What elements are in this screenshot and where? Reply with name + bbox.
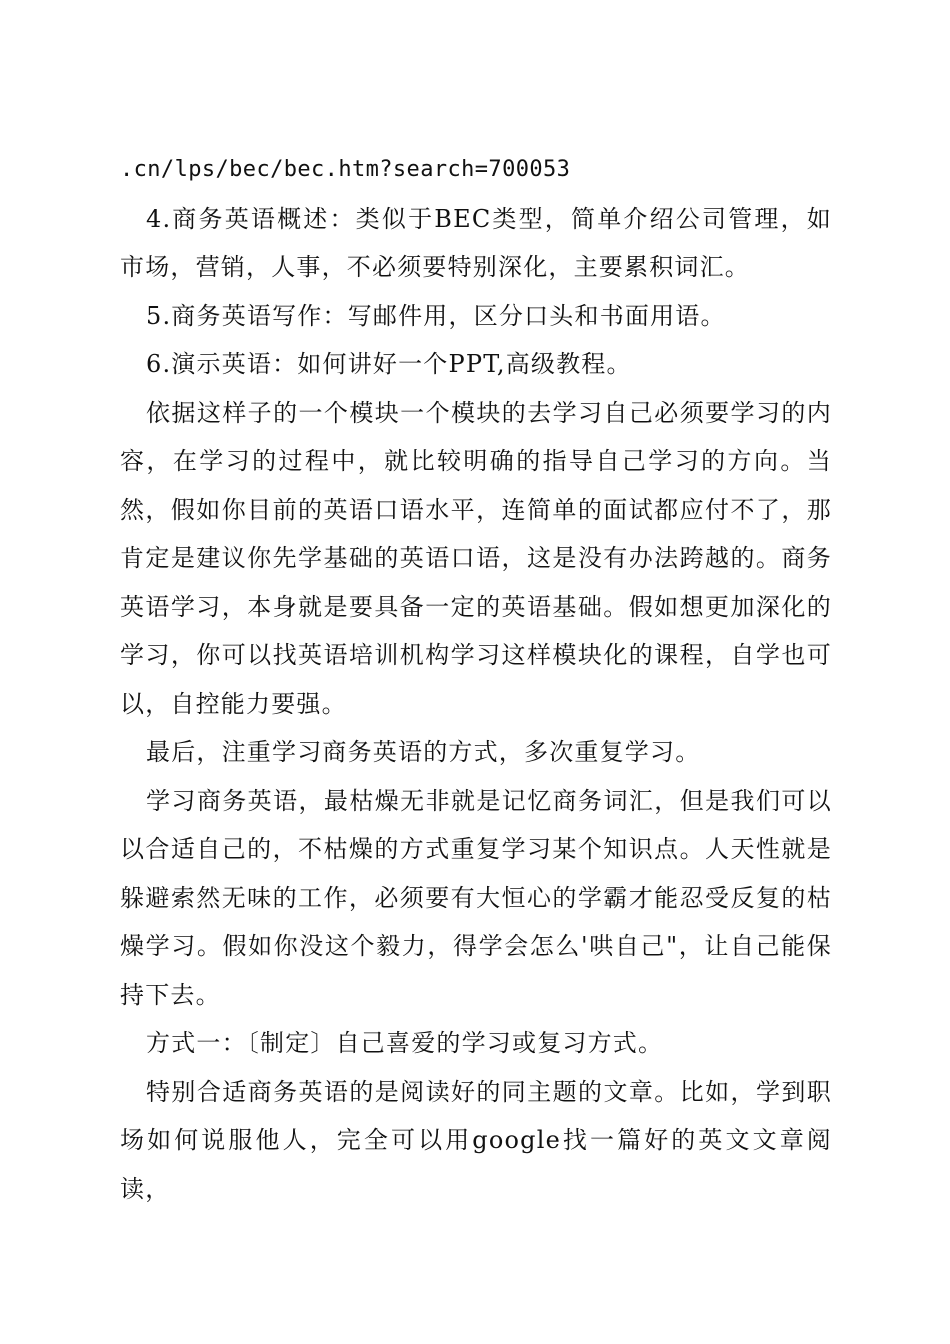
document-body xyxy=(120,146,832,1213)
paragraph-finally: 最后，注重学习商务英语的方式，多次重复学习。 xyxy=(146,738,701,766)
paragraph-module-learning: 依据这样子的一个模块一个模块的去学习自己必须要学习的内容，在学习的过程中，就比较明确的指导自己学习的方向。当然，假如你目前的英语口语水平，连简单的面试都应付不了，那肯定是建议你先学基础的英语口语，这是没有办法跨越的。商务英语学习，本身就是要具备一定的英语基础。假如想更加深化的学习，你可以找英语培训机构学习这样模块化的课程，自学也可以，自控能力要强。 xyxy=(120,398,832,718)
paragraph-item-6: 6.演示英语：如何讲好一个PPT,高级教程。 xyxy=(146,350,632,378)
paragraph-item-5: 5.商务英语写作：写邮件用，区分口头和书面用语。 xyxy=(146,301,726,330)
paragraph-item-4: 4.商务英语概述：类似于BEC类型，简单介绍公司管理，如市场，营销，人事，不必须要特别深化，主要累积词汇。 xyxy=(120,204,832,281)
paragraph-reading: 特别合适商务英语的是阅读好的同主题的文章。比如，学到职场如何说服他人，完全可以用google找一篇好的英文文章阅读， xyxy=(120,1077,832,1203)
paragraph-method-one: 方式一：〔制定〕自己喜爱的学习或复习方式。 xyxy=(146,1029,664,1057)
paragraph-vocabulary: 学习商务英语，最枯燥无非就是记忆商务词汇，但是我们可以以合适自己的，不枯燥的方式重复学习某个知识点。人天性就是躲避索然无味的工作，必须要有大恒心的学霸才能忍受反复的枯燥学习。假如你没这个毅力，得学会怎么'哄自己"，让自己能保持下去。 xyxy=(120,786,832,1009)
url-fragment: .cn/lps/bec/bec.htm?search=700053 xyxy=(120,157,571,182)
